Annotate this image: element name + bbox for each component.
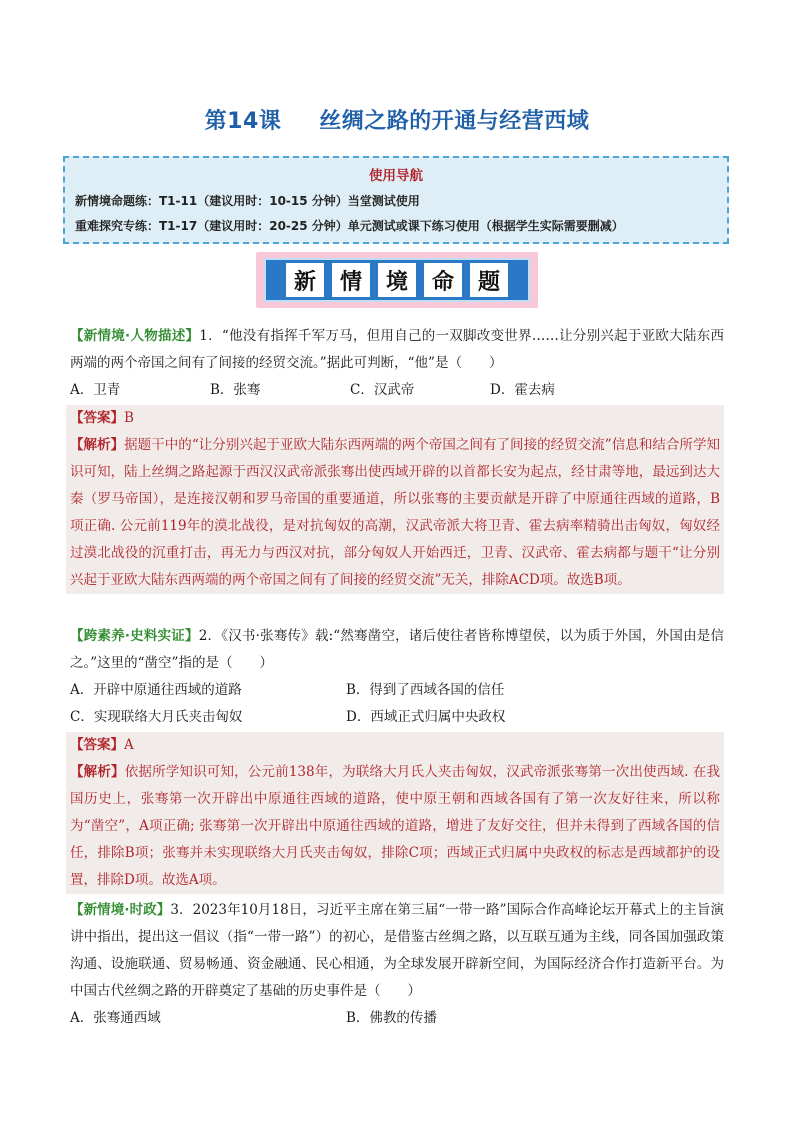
usage-navigation-box xyxy=(63,156,729,244)
question-tag: 【新情境·时政】 xyxy=(70,902,171,918)
question-3 xyxy=(70,897,724,1032)
analysis-body: 依据所学知识可知，公元前138年，为联络大月氏人夹击匈奴，汉武帝派张骞第一次出使西域. 在我国历史上，张骞第一次开辟出中原通往西域的道路，使中原王朝和西域各国有了第一次友好往来，所以称为“凿空”，A项正确; 张骞第一次开辟出中原通往西域的道路，增进了友好交往，但并未得到了西域各国的信任，排除B项；张骞并未实现联络大月氏夹击匈奴，排除C项；西域正式归属中央政权的标志是西域都护的设置，排除D项。故选A项。 xyxy=(70,764,721,888)
question-options xyxy=(70,377,724,404)
question-1 xyxy=(70,323,724,404)
banner-char: 新 xyxy=(286,263,324,297)
question-stem: 1．“他没有指挥千军万马，但用自己的一双脚改变世界……让分别兴起于亚欧大陆东西两端的两个帝国之间有了间接的经贸交流。”据此可判断，“他”是（ ） xyxy=(70,328,724,371)
option-a: A．卫青 xyxy=(70,382,121,398)
analysis-label: 【解析】 xyxy=(70,437,125,453)
section-banner xyxy=(256,252,538,308)
answer-analysis-box xyxy=(66,405,724,594)
option-b: B．张骞 xyxy=(210,382,261,398)
banner-char: 情 xyxy=(332,263,370,297)
answer-line xyxy=(70,405,720,432)
option-c: C．汉武帝 xyxy=(350,382,415,398)
option-a: A．张骞通西域 xyxy=(70,1010,161,1026)
lesson-name: 丝绸之路的开通与经营西域 xyxy=(319,109,590,134)
option-d: D．霍去病 xyxy=(490,382,555,398)
answer-analysis-box xyxy=(66,732,724,894)
question-options xyxy=(70,677,724,731)
analysis-text xyxy=(70,759,720,894)
analysis-label: 【解析】 xyxy=(70,764,125,780)
banner-char: 境 xyxy=(378,263,416,297)
question-2 xyxy=(70,623,724,731)
usage-navigation-heading: 使用导航 xyxy=(369,168,423,184)
usage-navigation-line-2: 重难探究专练：T1-17（建议用时：20-25 分钟）单元测试或课下练习使用（根据学生实际需要删减） xyxy=(75,219,624,233)
usage-navigation-line-1: 新情境命题练：T1-11（建议用时：10-15 分钟）当堂测试使用 xyxy=(75,194,420,208)
option-c: C．实现联络大月氏夹击匈奴 xyxy=(70,709,243,725)
answer-line xyxy=(70,732,720,759)
banner-char: 命 xyxy=(424,263,462,297)
banner-char: 题 xyxy=(470,263,508,297)
question-options xyxy=(70,1005,724,1032)
page-title xyxy=(0,104,794,135)
question-tag: 【新情境·人物描述】 xyxy=(70,328,200,344)
option-b: B．佛教的传播 xyxy=(346,1010,437,1026)
answer-value: B xyxy=(124,410,134,426)
answer-label: 【答案】 xyxy=(70,737,124,753)
analysis-text xyxy=(70,432,720,594)
answer-label: 【答案】 xyxy=(70,410,124,426)
question-tag: 【跨素养·史料实证】 xyxy=(70,628,199,644)
option-a: A．开辟中原通往西域的道路 xyxy=(70,682,242,698)
lesson-number: 第14课 xyxy=(204,109,282,134)
analysis-body: 据题干中的“让分别兴起于亚欧大陆东西两端的两个帝国之间有了间接的经贸交流”信息和结合所学知识可知，陆上丝绸之路起源于西汉汉武帝派张骞出使西域开辟的以首都长安为起点，经甘肃等地，最远到达大秦（罗马帝国），是连接汉朝和罗马帝国的重要通道，所以张骞的主要贡献是开辟了中原通往西域的道路，B项正确. 公元前119年的漠北战役，是对抗匈奴的高潮，汉武帝派大将卫青、霍去病率精骑出击匈奴，匈奴经过漠北战役的沉重打击，再无力与西汉对抗，部分匈奴人开始西迁，卫青、汉武帝、霍去病都与题干“让分别兴起于亚欧大陆东西两端的两个帝国之间有了间接的经贸交流”无关，排除ACD项。故选B项。 xyxy=(70,437,720,588)
question-stem: 2．《汉书·张骞传》载:“然骞凿空，诸后使往者皆称博望侯，以为质于外国，外国由是信之。”这里的“凿空”指的是（ ） xyxy=(70,628,724,671)
option-b: B．得到了西域各国的信任 xyxy=(346,682,505,698)
question-stem: 3．2023年10月18日，习近平主席在第三届“一带一路”国际合作高峰论坛开幕式上的主旨演讲中指出，提出这一倡议（指“一带一路”）的初心，是借鉴古丝绸之路，以互联互通为主线，同各国加强政策沟通、设施联通、贸易畅通、资金融通、民心相通，为全球发展开辟新空间，为国际经济合作打造新平台。为中国古代丝绸之路的开辟奠定了基础的历史事件是（ ） xyxy=(70,902,724,999)
option-d: D．西域正式归属中央政权 xyxy=(346,709,506,725)
answer-value: A xyxy=(124,737,134,753)
